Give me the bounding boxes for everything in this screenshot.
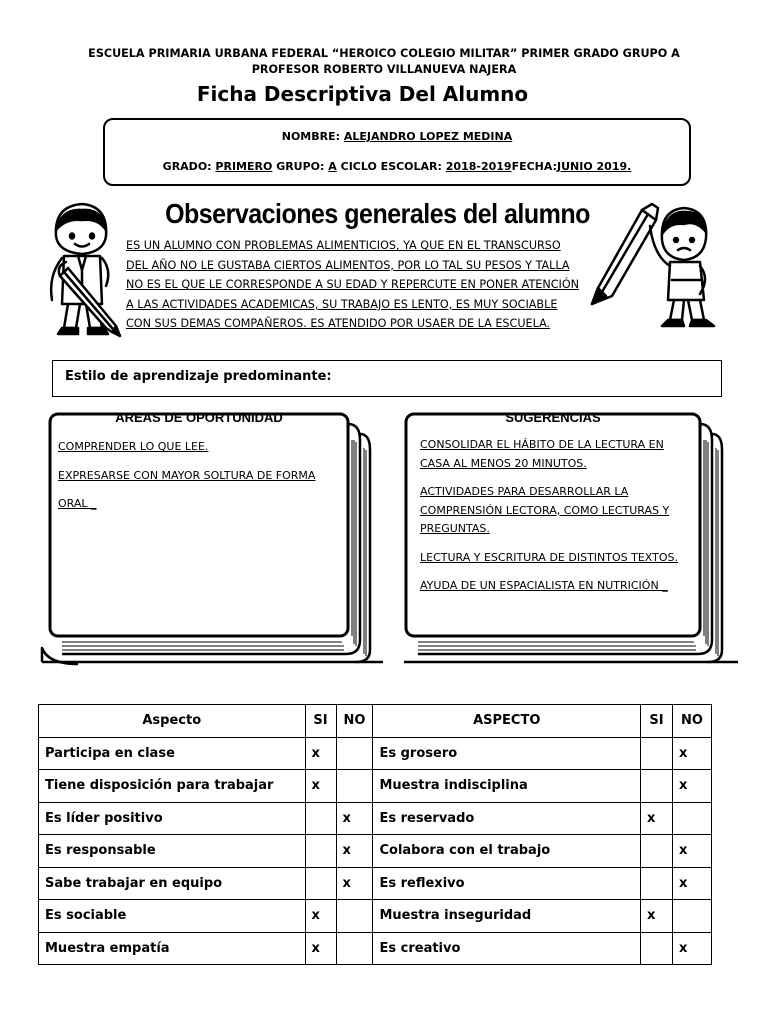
si-cell: x: [305, 932, 336, 965]
si-cell: [641, 835, 673, 868]
no-cell: [672, 900, 711, 933]
observations-title: Observaciones generales del alumno: [165, 198, 590, 230]
observations-text: [126, 236, 586, 334]
cycle-label: CICLO ESCOLAR:: [340, 160, 442, 173]
aspect-cell: Tiene disposición para trabajar: [39, 770, 306, 803]
aspect-cell: Muestra indisciplina: [373, 770, 641, 803]
suggestions-title: SUGERENCIAS: [505, 410, 601, 425]
school-line-1: ESCUELA PRIMARIA URBANA FEDERAL “HEROICO COLEGIO MILITAR” PRIMER GRADO GRUPO A: [88, 47, 680, 60]
no-cell: [672, 802, 711, 835]
no-cell: x: [336, 835, 373, 868]
no-cell: x: [336, 867, 373, 900]
si-cell: [641, 932, 673, 965]
suggestion-item: AYUDA DE UN ESPACIALISTA EN NUTRICIÓN _: [420, 579, 668, 592]
no-cell: x: [672, 770, 711, 803]
suggestions-list: [420, 436, 692, 596]
si-cell: x: [641, 802, 673, 835]
aspects-table: [38, 704, 712, 965]
aspect-cell: Es reflexivo: [373, 867, 641, 900]
student-info-box: [103, 118, 691, 186]
no-cell: x: [672, 835, 711, 868]
suggestion-item: CONSOLIDAR EL HÁBITO DE LA LECTURA EN CASA AL MENOS 20 MINUTOS.: [420, 438, 664, 470]
aspect-cell: Sabe trabajar en equipo: [39, 867, 306, 900]
no-cell: x: [672, 932, 711, 965]
header-si-right: SI: [641, 705, 673, 738]
no-cell: [336, 770, 373, 803]
aspect-cell: Colabora con el trabajo: [373, 835, 641, 868]
opportunities-book: [38, 410, 383, 672]
observation-line: NO ES EL QUE LE CORRESPONDE A SU EDAD Y REPERCUTE EN PONER ATENCIÓN: [126, 278, 580, 292]
name-label: NOMBRE:: [281, 130, 341, 143]
header-no-left: NO: [336, 705, 373, 738]
observation-line: DEL AÑO NO LE GUSTABA CIERTOS ALIMENTOS, POR LO TAL SU PESOS Y TALLA: [126, 258, 570, 272]
page-title: Ficha Descriptiva Del Alumno: [196, 82, 529, 106]
grade-label: GRADO:: [162, 160, 212, 173]
table-row: [39, 900, 712, 933]
opportunity-item: ORAL _: [58, 497, 97, 510]
no-cell: [336, 900, 373, 933]
no-cell: [336, 737, 373, 770]
date-value: JUNIO 2019.: [557, 160, 632, 173]
aspect-cell: Es responsable: [39, 835, 306, 868]
si-cell: [641, 770, 673, 803]
suggestion-item: LECTURA Y ESCRITURA DE DISTINTOS TEXTOS.: [420, 550, 678, 564]
si-cell: [641, 737, 673, 770]
grade-line: [105, 160, 689, 173]
si-cell: [305, 802, 336, 835]
aspect-cell: Es creativo: [373, 932, 641, 965]
name-line: [105, 130, 689, 143]
table-header-row: [39, 705, 712, 738]
aspect-cell: Muestra inseguridad: [373, 900, 641, 933]
no-cell: x: [672, 867, 711, 900]
aspect-cell: Participa en clase: [39, 737, 306, 770]
table-row: [39, 867, 712, 900]
header-si-left: SI: [305, 705, 336, 738]
student-with-pencil-left-icon: [42, 196, 122, 341]
si-cell: x: [305, 737, 336, 770]
table-row: [39, 835, 712, 868]
group-label: GRUPO:: [276, 160, 325, 173]
si-cell: x: [305, 900, 336, 933]
opportunity-item: COMPRENDER LO QUE LEE.: [58, 440, 209, 453]
si-cell: x: [305, 770, 336, 803]
si-cell: [305, 835, 336, 868]
aspect-cell: Es líder positivo: [39, 802, 306, 835]
grade-value: PRIMERO: [215, 160, 273, 173]
table-row: [39, 802, 712, 835]
aspect-cell: Es sociable: [39, 900, 306, 933]
si-cell: [305, 867, 336, 900]
cycle-value: 2018-2019: [445, 160, 512, 173]
header-aspect-right: ASPECTO: [373, 705, 641, 738]
learning-style-label: Estilo de aprendizaje predominante:: [65, 369, 332, 384]
suggestions-book: [402, 410, 742, 672]
date-label: FECHA:: [511, 160, 558, 173]
school-header: [0, 46, 768, 78]
si-cell: x: [641, 900, 673, 933]
no-cell: x: [336, 802, 373, 835]
school-line-2: PROFESOR ROBERTO VILLANUEVA NAJERA: [251, 63, 517, 76]
name-value: ALEJANDRO LOPEZ MEDINA: [343, 130, 513, 143]
opportunity-item: EXPRESARSE CON MAYOR SOLTURA DE FORMA: [58, 468, 316, 482]
opportunities-list: [58, 438, 343, 514]
observation-line: ES UN ALUMNO CON PROBLEMAS ALIMENTICIOS, YA QUE EN EL TRANSCURSO: [126, 239, 561, 252]
suggestion-item: ACTIVIDADES PARA DESARROLLAR LA COMPRENSIÓN LECTORA, COMO LECTURAS Y PREGUNTAS.: [420, 485, 670, 535]
no-cell: x: [672, 737, 711, 770]
table-row: [39, 737, 712, 770]
observation-line: A LAS ACTIVIDADES ACADEMICAS, SU TRABAJO ES LENTO, ES MUY SOCIABLE: [126, 297, 558, 311]
table-row: [39, 770, 712, 803]
header-aspect-left: Aspecto: [39, 705, 306, 738]
aspect-cell: Es grosero: [373, 737, 641, 770]
student-with-pencil-right-icon: [588, 196, 728, 331]
aspect-cell: Es reservado: [373, 802, 641, 835]
learning-style-box: [52, 360, 722, 397]
observation-line: CON SUS DEMAS COMPAÑEROS. ES ATENDIDO POR USAER DE LA ESCUELA.: [126, 317, 551, 331]
table-row: [39, 932, 712, 965]
opportunities-title: AREAS DE OPORTUNIDAD: [115, 410, 283, 425]
aspect-cell: Muestra empatía: [39, 932, 306, 965]
no-cell: [336, 932, 373, 965]
group-value: A: [328, 160, 337, 173]
si-cell: [641, 867, 673, 900]
header-no-right: NO: [672, 705, 711, 738]
